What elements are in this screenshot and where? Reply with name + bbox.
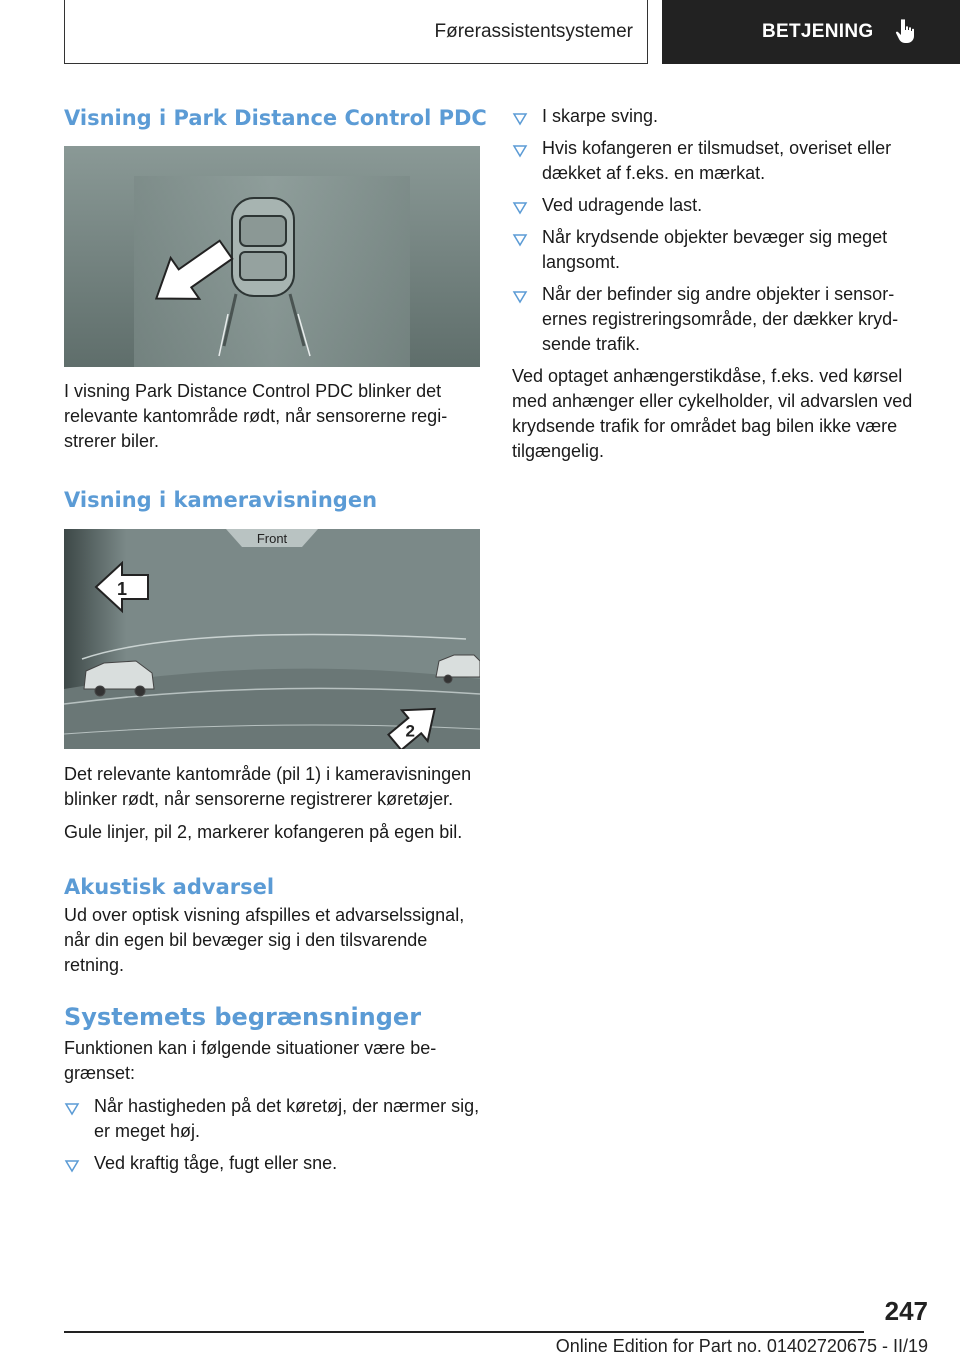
trailer-note: Ved optaget anhængerstikdåse, f.eks. ved kørsel med anhænger eller cykelholder, vil advarslen ved krydsende trafik for området bag bilen ikke være tilgængelig. <box>512 366 913 461</box>
footer-divider <box>64 1331 864 1333</box>
list-item: Hvis kofangeren er tilsmudset, overiset eller dækket af f.eks. en mærkat. <box>512 136 928 186</box>
limits-heading: Systemets begrænsninger <box>64 1003 422 1031</box>
camera-heading: Visning i kameravisningen <box>64 488 378 512</box>
left-column <box>64 100 487 1183</box>
pdc-description: I visning Park Distance Control PDC blinker det relevante kantområde rødt, når sensorerne registrerer biler. <box>64 381 448 451</box>
bullet-triangle-icon <box>512 284 528 306</box>
edition-text: Online Edition for Part no. 01402720675 - II/19 <box>555 1336 928 1356</box>
bullet-triangle-icon <box>512 195 528 217</box>
arrow-2-label: 2 <box>405 721 415 741</box>
acoustic-heading: Akustisk advarsel <box>64 875 275 899</box>
bullet-triangle-icon <box>512 227 528 249</box>
page-number: 247 <box>884 1296 928 1326</box>
section-title: Førerassistentsystemer <box>434 20 633 42</box>
front-label: Front <box>256 531 288 546</box>
limits-list-continued <box>512 104 928 357</box>
camera-description-1: Det relevante kantområde (pil 1) i kameravisningen blinker rødt, når sensorerne registrerer køretøjer. <box>64 764 472 809</box>
header-chapter-tab <box>662 0 960 64</box>
pdc-figure <box>64 146 480 367</box>
hand-pointer-icon <box>895 19 917 45</box>
bullet-triangle-icon <box>64 1153 80 1175</box>
header-section-title <box>64 0 648 64</box>
chapter-title: BETJENING <box>762 21 874 42</box>
list-item: Når krydsende objekter bevæger sig meget langsomt. <box>512 225 928 275</box>
camera-description-2: Gule linjer, pil 2, markerer kofangeren på egen bil. <box>64 822 463 842</box>
bullet-triangle-icon <box>512 138 528 160</box>
list-item: I skarpe sving. <box>512 104 928 129</box>
bullet-triangle-icon <box>64 1096 80 1118</box>
camera-figure <box>64 529 480 749</box>
list-item: Når hastigheden på det køretøj, der nærmer sig, er meget høj. <box>64 1094 480 1144</box>
car-top-view <box>232 198 294 296</box>
acoustic-description: Ud over optisk visning afspilles et advarselssignal, når din egen bil bevæger sig i den tilsvarende retning. <box>64 905 465 975</box>
list-item: Ved udragende last. <box>512 193 928 218</box>
pdc-heading: Visning i Park Distance Control PDC <box>64 106 487 130</box>
arrow-1-label: 1 <box>116 579 128 599</box>
limits-intro: Funktionen kan i følgende situationer være begrænset: <box>64 1038 437 1083</box>
right-column <box>512 104 928 464</box>
list-item: Når der befinder sig andre objekter i sensorernes registreringsområde, der dækker krydsende trafik. <box>512 282 928 357</box>
limits-list <box>64 1094 480 1176</box>
bullet-triangle-icon <box>512 106 528 128</box>
list-item: Ved kraftig tåge, fugt eller sne. <box>64 1151 480 1176</box>
